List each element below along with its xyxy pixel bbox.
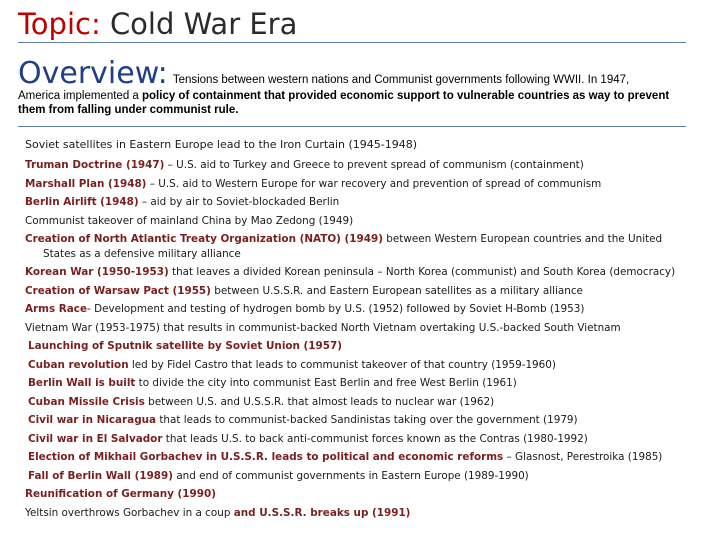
list-item-bold: Launching of Sputnik satellite by Soviet Union (1957)	[28, 340, 342, 352]
list-item	[25, 411, 685, 430]
list-item-text: – U.S. aid to Western Europe for war recovery and prevention of spread of communism	[146, 177, 602, 190]
page-title	[18, 6, 297, 42]
overview-bold-text: policy of containment that provided economic support to vulnerable countries as way to prevent them from falling under communist rule.	[18, 90, 670, 116]
list-item-bold: and U.S.S.R. breaks up (1991)	[233, 506, 411, 519]
list-item-text: – aid by air to Soviet-blockaded Berlin	[138, 196, 340, 208]
list-item-bold: Creation of North Atlantic Treaty Organization (NATO) (1949)	[25, 233, 383, 245]
list-item	[25, 467, 685, 486]
list-header-item: Soviet satellites in Eastern Europe lead to the Iron Curtain (1945-1948)	[25, 138, 418, 151]
list-item-text: Communist takeover of mainland China by Mao Zedong (1949)	[25, 214, 354, 227]
list-item-bold: Election of Mikhail Gorbachev in U.S.S.R. leads to political and economic reforms	[28, 451, 504, 463]
list-item-bold: Cuban revolution	[28, 358, 129, 371]
list-item-text: - Development and testing of hydrogen bomb by U.S. (1952) followed by Soviet H-Bomb (1953)	[87, 303, 585, 315]
list-item	[25, 337, 685, 356]
list-item-text: – Glasnost, Perestroika (1985)	[503, 451, 663, 463]
list-item-bold: Fall of Berlin Wall (1989)	[28, 469, 174, 482]
list-item-text: that leads U.S. to back anti-communist forces known as the Contras (1980-1992)	[162, 432, 588, 445]
list-item-bold: Korean War (1950-1953)	[25, 266, 169, 278]
list-item	[25, 193, 685, 212]
list-item	[25, 175, 685, 194]
list-item-bold: Creation of Warsaw Pact (1955)	[25, 284, 211, 297]
list-item-text: between U.S. and U.S.S.R. that almost leads to nuclear war (1962)	[144, 395, 495, 408]
overview-intro: Tensions between western nations and Communist governments following WWII. In 1947,	[172, 74, 630, 86]
title-divider	[18, 42, 686, 43]
list-item-bold: Berlin Wall is built	[28, 377, 136, 389]
list-item-bold: Reunification of Germany (1990)	[25, 488, 216, 500]
list-item	[25, 393, 685, 412]
list-item-text: between Western European countries and the United States as a defensive military alliance	[43, 233, 663, 260]
list-item-text: to divide the city into communist East Berlin and free West Berlin (1961)	[135, 377, 517, 389]
overview-label: Overview:	[18, 56, 168, 91]
list-item	[25, 300, 685, 319]
list-item	[25, 156, 685, 175]
list-item-bold: Civil war in El Salvador	[28, 432, 163, 445]
event-items	[25, 156, 685, 522]
list-item-text: Yeltsin overthrows Gorbachev in a coup	[25, 506, 234, 519]
list-item-bold: Marshall Plan (1948)	[25, 177, 147, 190]
list-item-bold: Truman Doctrine (1947)	[25, 159, 165, 171]
list-item	[25, 448, 685, 467]
list-item-text: that leaves a divided Korean peninsula – North Korea (communist) and South Korea (democracy)	[168, 266, 676, 278]
topic-text: Cold War Era	[109, 7, 298, 41]
event-list	[25, 135, 685, 522]
list-item-bold: Civil war in Nicaragua	[28, 414, 157, 426]
list-item	[25, 504, 685, 523]
list-item-text: and end of communist governments in Eastern Europe (1989-1990)	[173, 469, 529, 482]
list-item-text: Vietnam War (1953-1975) that results in communist-backed North Vietnam overtaking U.S.-backed South Vietnam	[25, 321, 621, 334]
overview-cont-text: America implemented a	[18, 90, 142, 102]
list-item-text: between U.S.S.R. and Eastern European satellites as a military alliance	[210, 284, 583, 297]
list-item-text: – U.S. aid to Turkey and Greece to prevent spread of communism (containment)	[164, 159, 584, 171]
overview-paragraph	[18, 89, 688, 117]
list-item	[25, 263, 685, 282]
list-item	[25, 230, 685, 263]
list-item	[25, 212, 685, 231]
list-item-bold: Arms Race	[25, 303, 88, 315]
list-item-text: that leads to communist-backed Sandinistas taking over the government (1979)	[156, 414, 578, 426]
list-item	[25, 430, 685, 449]
list-item-text: led by Fidel Castro that leads to communist takeover of that country (1959-1960)	[128, 358, 556, 371]
list-item	[25, 356, 685, 375]
overview-divider	[18, 126, 686, 127]
list-item-bold: Berlin Airlift (1948)	[25, 196, 139, 208]
topic-label: Topic:	[18, 7, 101, 41]
list-item	[25, 282, 685, 301]
list-item	[25, 374, 685, 393]
list-item-bold: Cuban Missile Crisis	[28, 395, 145, 408]
list-item	[25, 319, 685, 338]
list-item	[25, 485, 685, 504]
overview-heading-line	[18, 54, 629, 94]
